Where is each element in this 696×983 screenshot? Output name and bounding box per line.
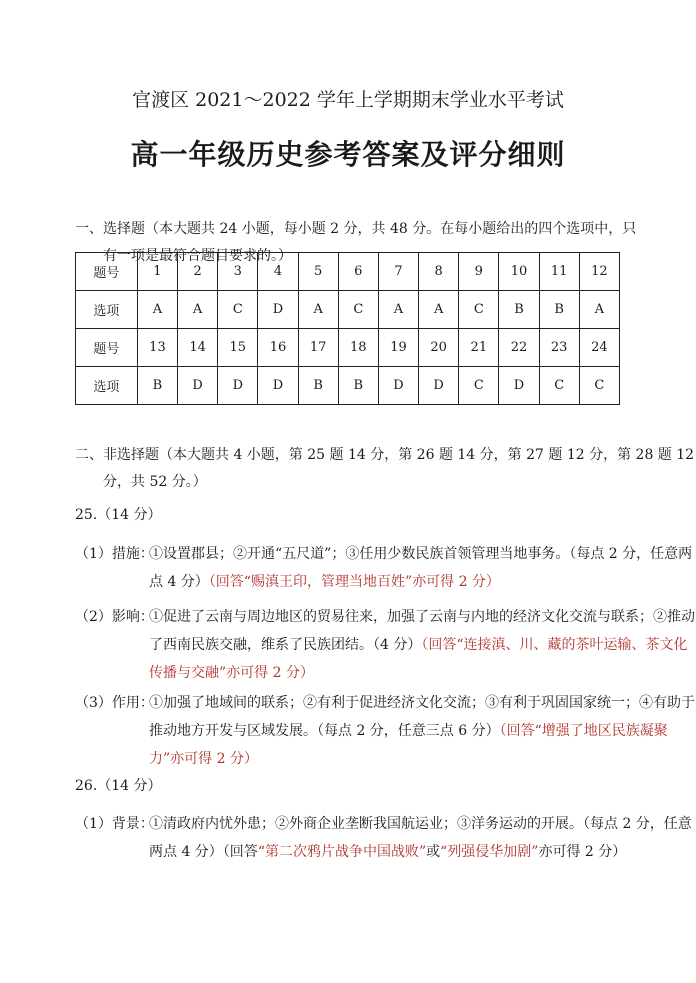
answer-table <box>75 252 620 405</box>
answer-cell: C <box>338 291 378 329</box>
answer-cell: D <box>419 367 459 405</box>
question-number-cell: 22 <box>499 329 539 367</box>
question-number-cell: 16 <box>258 329 298 367</box>
question-number-cell: 24 <box>579 329 619 367</box>
answer-cell: C <box>459 367 499 405</box>
answer-cell: A <box>378 291 418 329</box>
section1-line1: 一、选择题（本大题共 24 小题，每小题 2 分，共 48 分。在每小题给出的四个选项中，只 <box>75 221 637 237</box>
answer-key-title: 高一年级历史参考答案及评分细则 <box>130 138 566 171</box>
question-number-cell: 11 <box>539 253 579 291</box>
question-number-cell: 20 <box>419 329 459 367</box>
answer-cell: B <box>499 291 539 329</box>
q25-item-2-label: （2）影响： <box>75 609 154 625</box>
row-label-question-no: 题号 <box>76 329 138 367</box>
q25-item-3-label: （3）作用： <box>75 695 154 711</box>
q26-item-1-text: ①清政府内忧外患；②外商企业垄断我国航运业；③洋务运动的开展。（每点 2 分，任意两点 4 分） <box>149 816 692 860</box>
q25-item-1-body <box>149 540 696 596</box>
section2-line1: 二、非选择题（本大题共 4 小题，第 25 题 14 分，第 26 题 14 分，第 27 题 12 分，第 28 题 12 <box>75 447 695 463</box>
question-number-cell: 2 <box>178 253 218 291</box>
answer-cell: B <box>137 367 177 405</box>
question-number-cell: 5 <box>298 253 338 291</box>
q26-item-1-alt-answer-2: “列强侵华加剧” <box>440 844 539 860</box>
question-number-cell: 13 <box>137 329 177 367</box>
section2-instructions <box>75 442 694 496</box>
q26-heading: 26.（14 分） <box>75 778 162 794</box>
question-number-cell: 17 <box>298 329 338 367</box>
table-row <box>76 329 620 367</box>
q25-item-3-text: ①加强了地域间的联系；②有利于促进经济文化交流；③有利于巩固国家统一；④有助于推动地方开发与区域发展。（每点 2 分，任意三点 6 分） <box>149 695 695 739</box>
question-number-cell: 8 <box>419 253 459 291</box>
q25-item-2-alt-answer: （回答“连接滇、川、藏的茶叶运输、茶文化传播与交融”亦可得 2 分） <box>149 637 688 681</box>
q26-item-1 <box>75 810 696 894</box>
answer-cell: B <box>338 367 378 405</box>
answer-cell: A <box>298 291 338 329</box>
answer-cell: B <box>298 367 338 405</box>
row-label-question-no: 题号 <box>76 253 138 291</box>
q26-item-1-suffix: 亦可得 2 分） <box>538 844 627 860</box>
answer-cell: D <box>378 367 418 405</box>
row-label-option: 选项 <box>76 291 138 329</box>
answer-cell: D <box>178 367 218 405</box>
q25-item-2 <box>75 603 696 687</box>
q26-item-1-body <box>149 810 696 866</box>
answer-cell: A <box>137 291 177 329</box>
q25-heading: 25.（14 分） <box>75 507 162 523</box>
question-number-cell: 19 <box>378 329 418 367</box>
q25-item-1-alt-answer: （回答“赐滇王印，管理当地百姓”亦可得 2 分） <box>208 574 500 590</box>
question-number-cell: 10 <box>499 253 539 291</box>
q25-item-1 <box>75 540 696 596</box>
row-label-option: 选项 <box>76 367 138 405</box>
section2-line2: 分，共 52 分。） <box>103 474 207 490</box>
q26-item-1-alt-answer-1: “第二次鸦片战争中国战败” <box>257 844 427 860</box>
table-row <box>76 367 620 405</box>
question-number-cell: 21 <box>459 329 499 367</box>
answer-cell: C <box>218 291 258 329</box>
q25-item-2-body <box>149 603 696 687</box>
question-number-cell: 12 <box>579 253 619 291</box>
q26-item-1-label: （1）背景： <box>75 816 154 832</box>
answer-cell: B <box>539 291 579 329</box>
q25-item-2-text: ①促进了云南与周边地区的贸易往来，加强了云南与内地的经济文化交流与联系；②推动了西南民族交融，维系了民族团结。（4 分） <box>149 609 695 653</box>
answer-cell: D <box>218 367 258 405</box>
question-number-cell: 7 <box>378 253 418 291</box>
answer-cell: D <box>258 367 298 405</box>
answer-cell: A <box>178 291 218 329</box>
question-number-cell: 14 <box>178 329 218 367</box>
table-row <box>76 253 620 291</box>
answer-cell: D <box>258 291 298 329</box>
answer-cell: A <box>419 291 459 329</box>
q25-item-1-label: （1）措施： <box>75 546 154 562</box>
q26-item-1-prefix: （回答 <box>222 844 258 860</box>
answer-cell: A <box>579 291 619 329</box>
question-number-cell: 6 <box>338 253 378 291</box>
q25-item-1-text: ①设置郡县；②开通“五尺道”；③任用少数民族首领管理当地事务。（每点 2 分，任意两点 4 分） <box>149 546 693 590</box>
question-number-cell: 3 <box>218 253 258 291</box>
answer-cell: D <box>499 367 539 405</box>
question-number-cell: 18 <box>338 329 378 367</box>
table-row <box>76 291 620 329</box>
answer-cell: C <box>459 291 499 329</box>
question-number-cell: 1 <box>137 253 177 291</box>
exam-title: 官渡区 2021～2022 学年上学期期末学业水平考试 <box>132 89 564 111</box>
answer-cell: C <box>579 367 619 405</box>
q26-item-1-or: 或 <box>426 844 441 860</box>
q25-item-3 <box>75 689 696 773</box>
question-number-cell: 4 <box>258 253 298 291</box>
section1-line2: 有一项是最符合题目要求的。） <box>103 248 292 264</box>
q25-item-3-body <box>149 689 696 773</box>
answer-cell: C <box>539 367 579 405</box>
question-number-cell: 9 <box>459 253 499 291</box>
q25-item-3-alt-answer: （回答“增强了地区民族凝聚力”亦可得 2 分） <box>149 723 668 767</box>
question-number-cell: 15 <box>218 329 258 367</box>
question-number-cell: 23 <box>539 329 579 367</box>
